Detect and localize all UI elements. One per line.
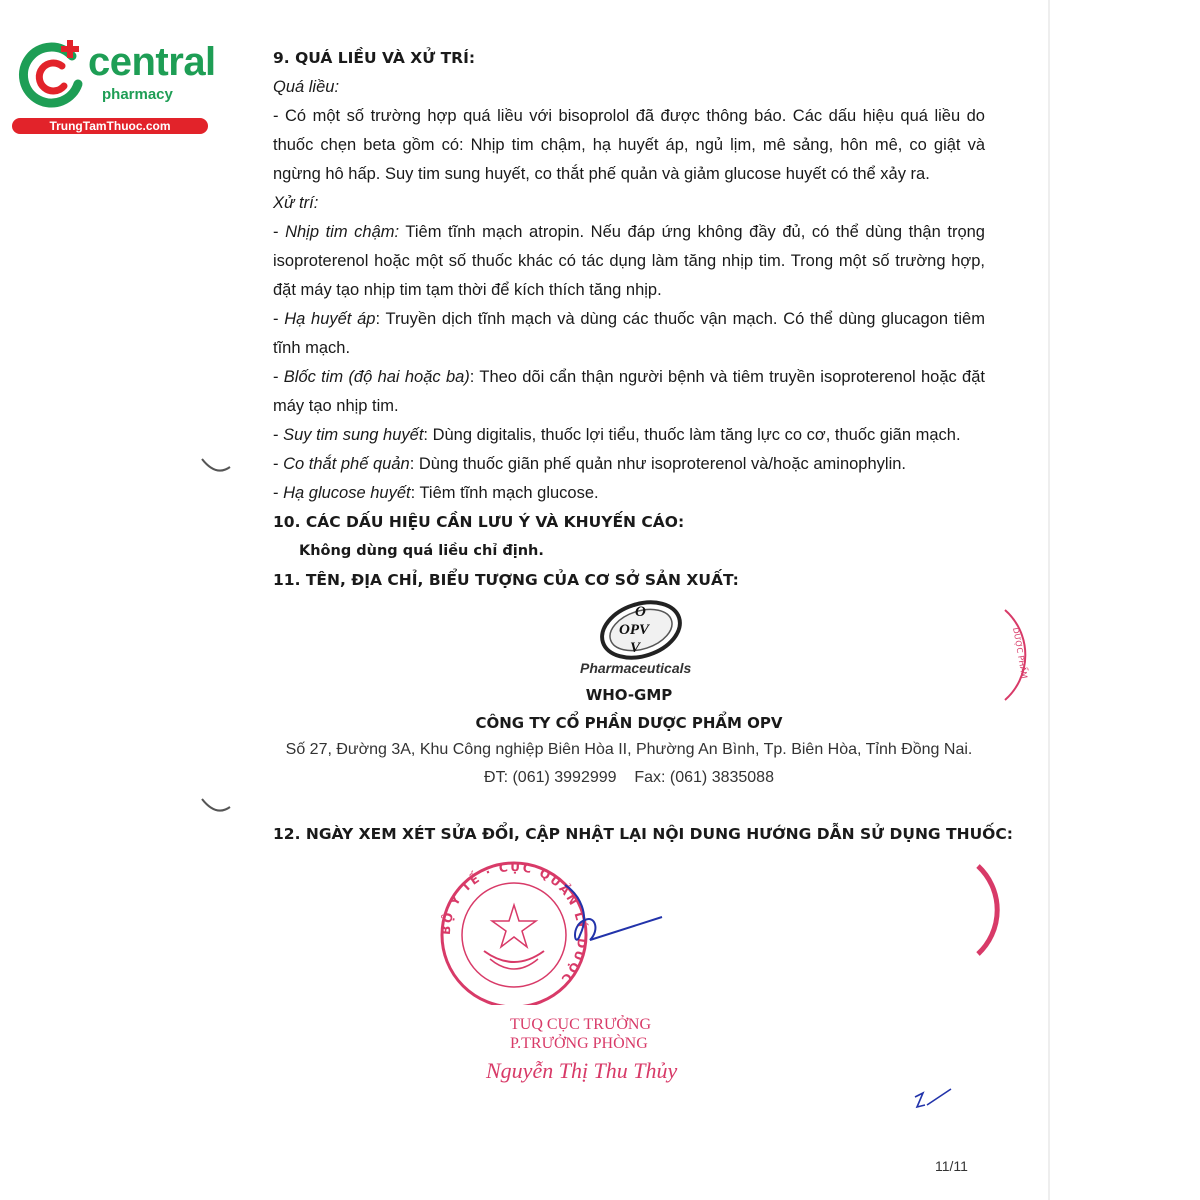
signer-name: Nguyễn Thị Thu Thủy — [486, 1058, 678, 1083]
treatment-term: Hạ huyết áp — [284, 310, 376, 328]
pharmacy-logo-icon — [12, 38, 88, 114]
treatment-text: : Dùng digitalis, thuốc lợi tiểu, thuốc làm tăng lực co cơ, thuốc giãn mạch. — [423, 426, 961, 444]
logo-site-link[interactable]: TrungTamThuoc.com — [12, 118, 208, 134]
initials-mark-icon — [905, 1085, 955, 1115]
treatment-item: - Nhịp tim chậm: Tiêm tĩnh mạch atropin. Nếu đáp ứng không đầy đủ, có thể dùng thận trọng isoproterenol hoặc một số thuốc khác có tác dụng làm tăng nhịp tim. Trong một số trường hợp, đặt máy tạo nhịp tim tạm thời để kích thích tăng nhịp. — [273, 223, 985, 299]
company-contact — [273, 769, 985, 787]
treatment-label: Xử trí: — [273, 194, 319, 212]
treatment-term: Co thắt phế quản — [283, 455, 410, 473]
stamp-arc-icon — [960, 860, 1000, 960]
logo-brand: central — [88, 40, 216, 84]
section-12-title: 12. NGÀY XEM XÉT SỬA ĐỔI, CẬP NHẬT LẠI NỘI DUNG HƯỚNG DẪN SỬ DỤNG THUỐC: — [273, 825, 1013, 843]
signer-title-1: TUQ CỤC TRƯỞNG — [510, 1016, 652, 1033]
company-tel: ĐT: (061) 3992999 — [484, 769, 617, 786]
partial-stamp-icon — [985, 600, 1035, 710]
opv-emblem-icon — [575, 596, 695, 666]
section-11-title: 11. TÊN, ĐỊA CHỈ, BIỂU TƯỢNG CỦA CƠ SỞ SẢN XUẤT: — [273, 571, 739, 589]
opv-letter-bottom: V — [630, 640, 641, 656]
treatment-text: Tiêm tĩnh mạch atropin. Nếu đáp ứng không đầy đủ, có thể dùng thận trọng isoproterenol hoặc một số thuốc khác có tác dụng làm tăng nhịp tim. Trong một số trường hợp, đặt máy tạo nhịp tim tạm thời để kích thích tăng nhịp. — [273, 223, 985, 299]
company-name: CÔNG TY CỔ PHẦN DƯỢC PHẨM OPV — [475, 714, 783, 732]
treatment-text: : Truyền dịch tĩnh mạch và dùng các thuốc vận mạch. Có thể dùng glucagon tiêm tĩnh mạch. — [273, 310, 985, 357]
treatment-item: - Hạ glucose huyết: Tiêm tĩnh mạch glucose. — [273, 484, 599, 502]
treatment-item: - Blốc tim (độ hai hoặc ba): Theo dõi cẩn thận người bệnh và tiêm truyền isoproterenol hoặc đặt máy tạo nhịp tim. — [273, 368, 985, 415]
document-body — [273, 44, 985, 595]
who-gmp-label: WHO-GMP — [585, 686, 673, 704]
company-address: Số 27, Đường 3A, Khu Công nghiệp Biên Hòa II, Phường An Bình, Tp. Biên Hòa, Tỉnh Đồng Nai. — [285, 741, 973, 758]
section-10-title: 10. CÁC DẤU HIỆU CẦN LƯU Ý VÀ KHUYẾN CÁO: — [273, 513, 685, 531]
ministry-seal-icon — [430, 855, 670, 1005]
treatment-term: Blốc tim (độ hai hoặc ba) — [283, 368, 470, 386]
section-10-text: Không dùng quá liều chỉ định. — [299, 543, 544, 559]
company-fax: Fax: (061) 3835088 — [634, 769, 774, 786]
opv-logo — [575, 596, 705, 686]
seal-ring-text: BỘ Y TẾ · CỤC QUẢN LÝ DƯỢC — [438, 859, 590, 988]
punch-hole-icon — [200, 795, 232, 815]
opv-letter-top: O — [635, 604, 646, 620]
treatment-item: - Hạ huyết áp: Truyền dịch tĩnh mạch và dùng các thuốc vận mạch. Có thể dùng glucagon tiêm tĩnh mạch. — [273, 310, 985, 357]
treatment-item: - Suy tim sung huyết: Dùng digitalis, thuốc lợi tiểu, thuốc làm tăng lực co cơ, thuốc giãn mạch. — [273, 426, 961, 444]
opv-letters-middle: OPV — [619, 622, 649, 638]
logo-sub: pharmacy — [102, 86, 173, 103]
treatment-text: : Tiêm tĩnh mạch glucose. — [410, 484, 599, 502]
treatment-term: Nhịp tim chậm: — [285, 223, 400, 241]
opv-pharmaceuticals: Pharmaceuticals — [580, 660, 692, 676]
signer-title-2: P.TRƯỞNG PHÒNG — [510, 1035, 648, 1052]
page-edge — [1048, 0, 1050, 1200]
overdose-label: Quá liều: — [273, 78, 340, 96]
treatment-term: Hạ glucose huyết — [283, 484, 411, 502]
partial-stamp-text: DƯỢC PHẨM — [1011, 626, 1029, 680]
punch-hole-icon — [200, 455, 232, 475]
official-stamp — [430, 855, 670, 1005]
section-9-title: 9. QUÁ LIỀU VÀ XỬ TRÍ: — [273, 49, 476, 67]
treatment-text: : Theo dõi cẩn thận người bệnh và tiêm truyền isoproterenol hoặc đặt máy tạo nhịp tim. — [273, 368, 985, 415]
treatment-term: Suy tim sung huyết — [283, 426, 424, 444]
treatment-text: : Dùng thuốc giãn phế quản như isoproterenol và/hoặc aminophylin. — [409, 455, 907, 473]
overdose-text: - Có một số trường hợp quá liều với bisoprolol đã được thông báo. Các dấu hiệu quá liều do thuốc chẹn beta gồm có: Nhịp tim chậm, hạ huyết áp, ngủ lịm, mê sảng, hôn mê, co giật và ngừng hô hấp. Suy tim sung huyết, co thắt phế quản và giảm glucose huyết có thể xảy ra. — [273, 107, 985, 183]
central-pharmacy-logo[interactable] — [12, 38, 216, 138]
page-number: 11/11 — [935, 1158, 968, 1174]
treatment-item: - Co thắt phế quản: Dùng thuốc giãn phế quản như isoproterenol và/hoặc aminophylin. — [273, 455, 907, 473]
